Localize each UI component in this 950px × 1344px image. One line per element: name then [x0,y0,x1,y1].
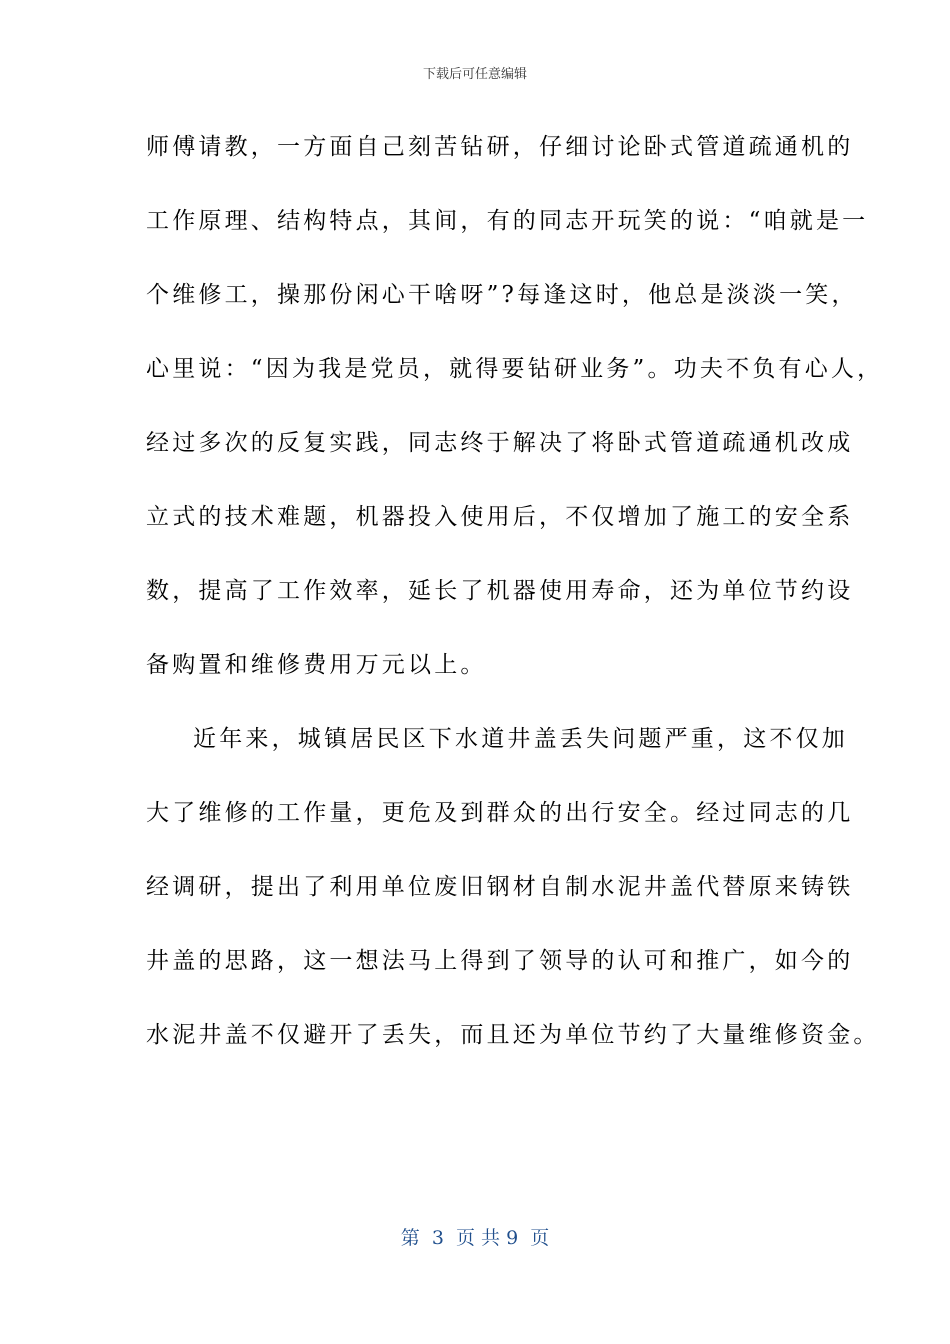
text-line: 数，提高了工作效率，延长了机器使用寿命，还为单位节约设 [146,578,854,604]
text-line: 经调研，提出了利用单位废旧钢材自制水泥井盖代替原来铸铁 [146,874,854,900]
document-body [146,120,884,1082]
text-line: 经过多次的反复实践，同志终于解决了将卧式管道疏通机改成 [146,430,854,456]
text-line: 个维修工，操那份闲心干啥呀”?每逢这时，他总是淡淡一笑， [146,282,858,308]
text-line: 水泥井盖不仅避开了丢失，而且还为单位节约了大量维修资金。 [146,1022,880,1048]
text-line: 井盖的思路，这一想法马上得到了领导的认可和推广，如今的 [146,948,854,974]
text-line: 心里说：“因为我是党员，就得要钻研业务”。功夫不负有心人， [146,356,884,382]
text-line: 备购置和维修费用万元以上。 [146,652,487,678]
paragraph-start-line: 近年来，城镇居民区下水道井盖丢失问题严重，这不仅加 [193,726,848,752]
text-line: 大了维修的工作量，更危及到群众的出行安全。经过同志的几 [146,800,854,826]
text-line: 工作原理、结构特点，其间，有的同志开玩笑的说：“咱就是一 [146,208,869,234]
text-line: 立式的技术难题，机器投入使用后，不仅增加了施工的安全系 [146,504,854,530]
page-number-footer: 第 3 页 共 9 页 [400,1227,550,1249]
page-header: 下载后可任意编辑 [422,67,527,82]
text-line: 师傅请教，一方面自己刻苦钻研，仔细讨论卧式管道疏通机的 [146,134,854,160]
